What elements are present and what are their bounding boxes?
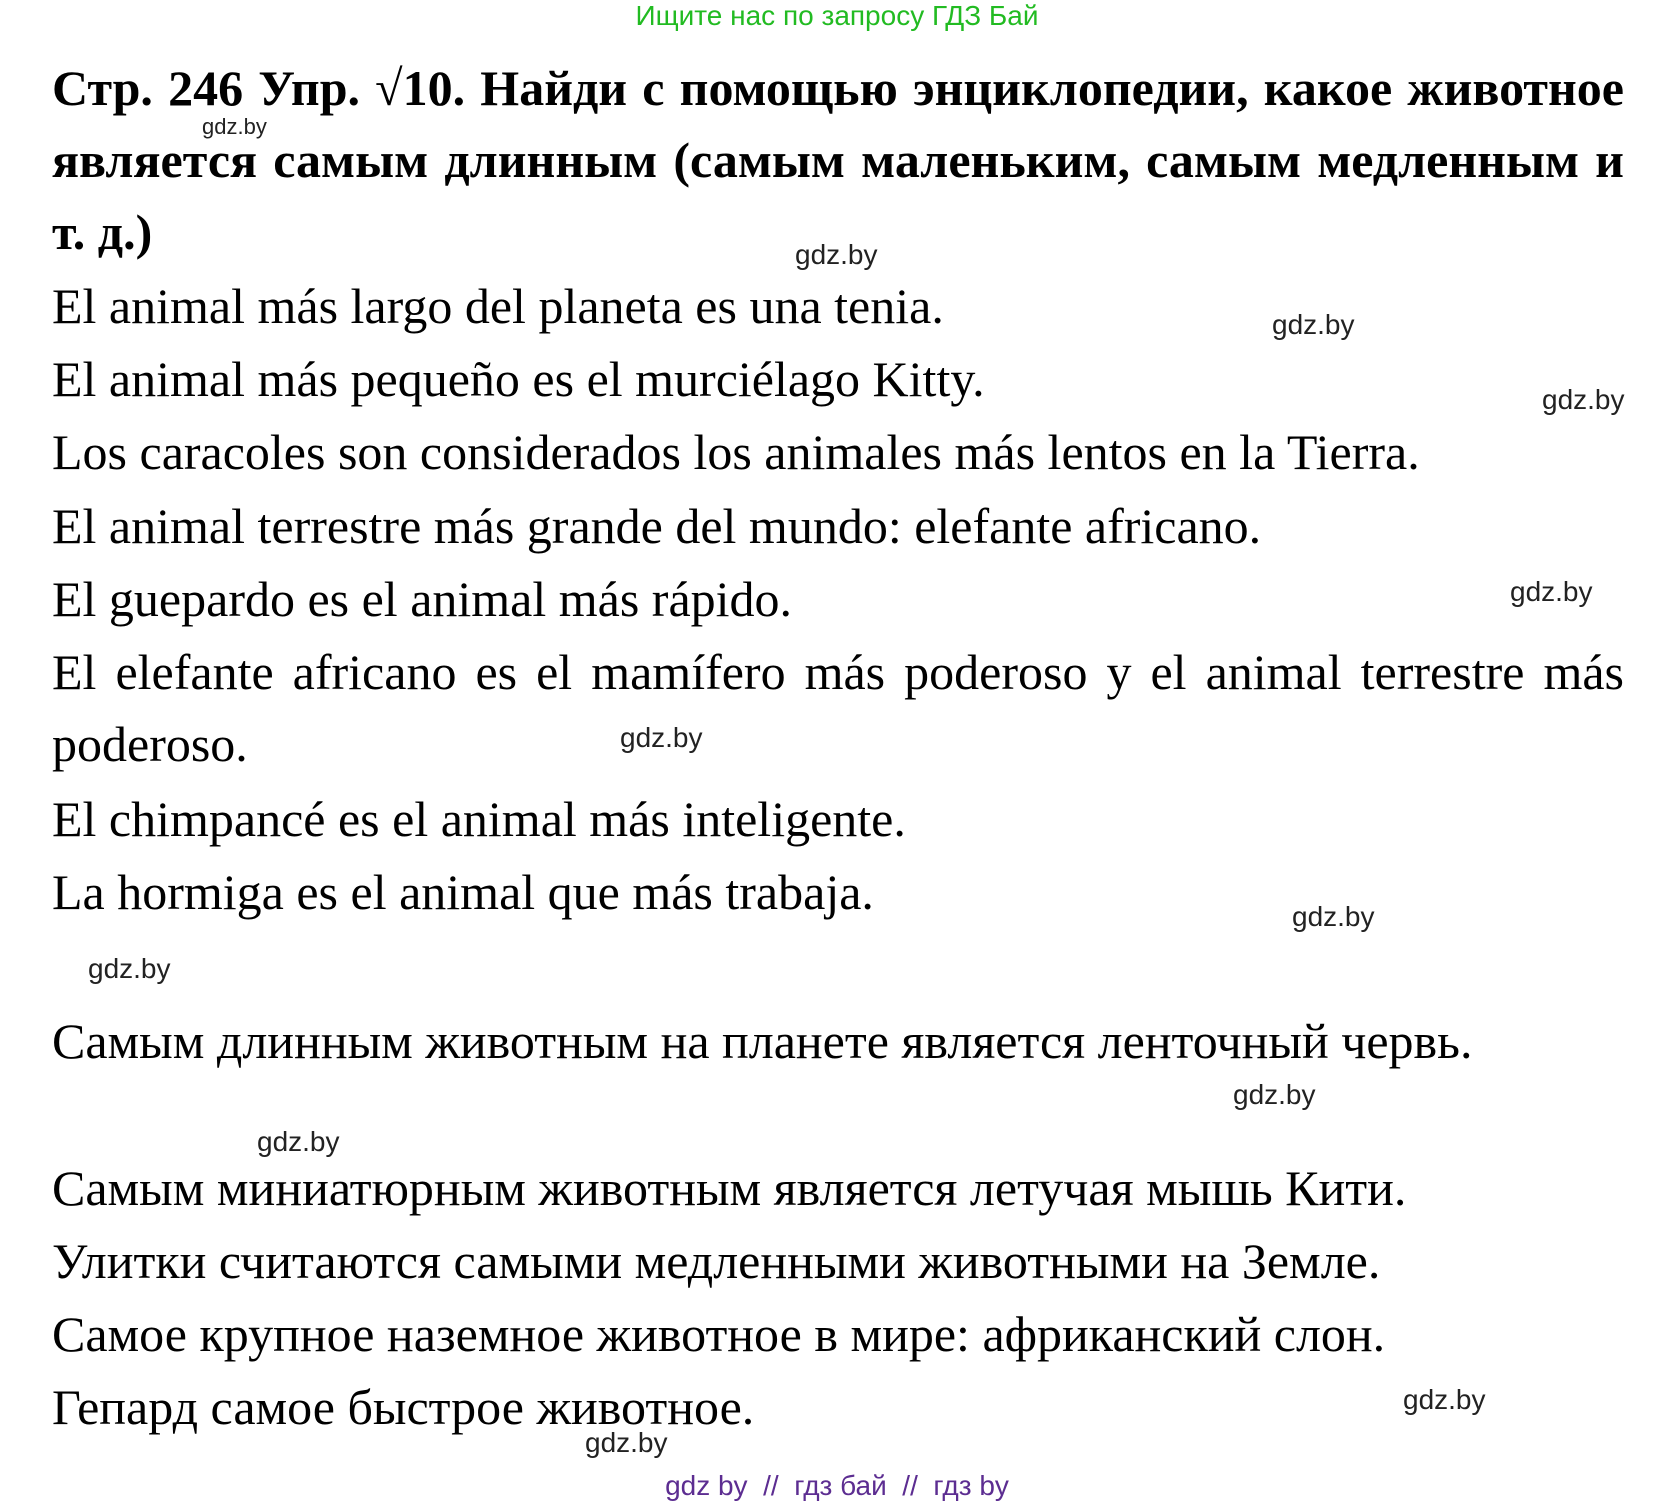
- watermark: gdz.by: [88, 953, 171, 984]
- russian-translation-line: Самым длинным животным на планете является ленточный червь.: [52, 1013, 1473, 1069]
- watermark: gdz.by: [1233, 1079, 1316, 1110]
- spanish-answer-line: El elefante africano es el mamífero más poderoso y el animal terrestre más poderoso.: [52, 644, 1624, 772]
- watermark: gdz.by: [620, 722, 703, 753]
- russian-translation-line: Гепард самое быстрое животное.: [52, 1379, 755, 1435]
- spanish-answer-line: El animal terrestre más grande del mundo: elefante africano.: [52, 498, 1262, 554]
- russian-translation-line: Самым миниатюрным животным является летучая мышь Кити.: [52, 1160, 1407, 1216]
- watermark: gdz.by: [585, 1427, 668, 1458]
- watermark: gdz.by: [1542, 384, 1625, 415]
- spanish-answer-line: Los caracoles son considerados los animales más lentos en la Tierra.: [52, 424, 1420, 480]
- spanish-answer-line: La hormiga es el animal que más trabaja.: [52, 864, 874, 920]
- watermark: gdz.by: [1403, 1384, 1486, 1415]
- watermark: gdz.by: [1510, 576, 1593, 607]
- exercise-title: Стр. 246 Упр. √10. Найди с помощью энциклопедии, какое животное является самым длинным (самым маленьким, самым медленным и т. д.): [52, 60, 1624, 260]
- watermark: gdz.by: [257, 1126, 340, 1157]
- watermark: gdz.by: [1292, 901, 1375, 932]
- spanish-answer-line: El guepardo es el animal más rápido.: [52, 571, 793, 627]
- russian-translation-line: Улитки считаются самыми медленными животными на Земле.: [52, 1233, 1381, 1289]
- spanish-answer-line: El chimpancé es el animal más inteligente.: [52, 791, 906, 847]
- spanish-answer-line: El animal más pequeño es el murciélago Kitty.: [52, 351, 985, 407]
- watermark: gdz.by: [1272, 309, 1355, 340]
- search-hint-link[interactable]: Ищите нас по запросу ГДЗ Бай: [635, 0, 1039, 31]
- footer-links[interactable]: gdz by // гдз бай // гдз by: [665, 1470, 1009, 1501]
- watermark: gdz.by: [202, 114, 267, 139]
- watermark: gdz.by: [795, 239, 878, 270]
- russian-translation-line: Самое крупное наземное животное в мире: африканский слон.: [52, 1306, 1386, 1362]
- spanish-answer-line: El animal más largo del planeta es una tenia.: [52, 278, 944, 334]
